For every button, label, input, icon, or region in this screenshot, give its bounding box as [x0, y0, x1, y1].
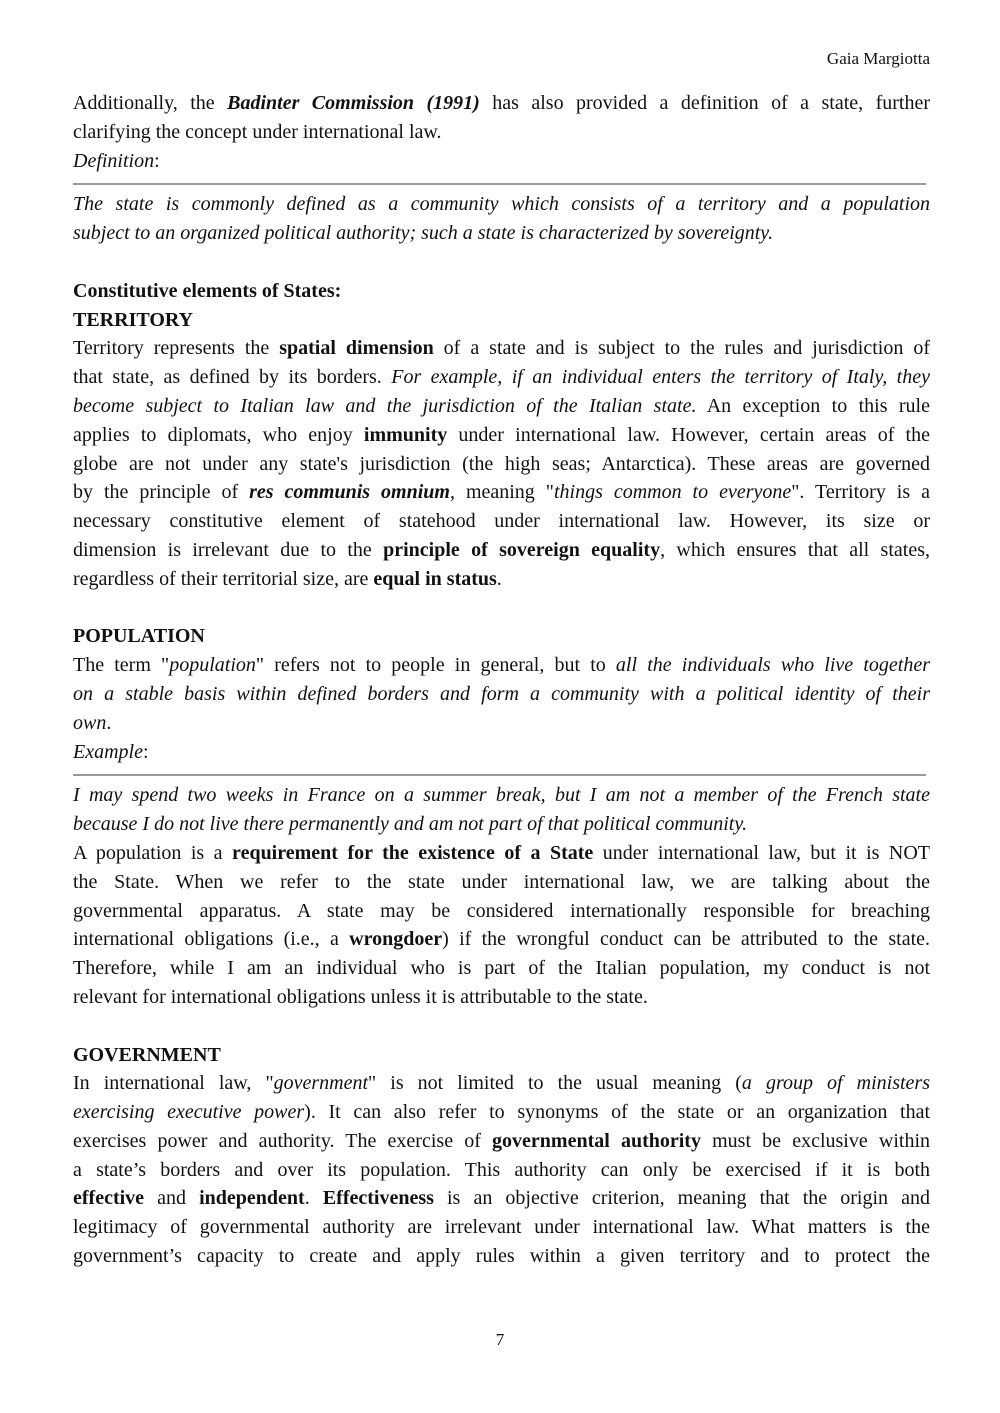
text-line [73, 925, 930, 954]
text: , which ensures that all states, [660, 538, 930, 561]
text: wrongdoer [349, 928, 443, 951]
text: Definition [73, 149, 155, 172]
example-label [73, 738, 930, 767]
intro-line-1 [73, 89, 930, 118]
definition-line-2: subject to an organized political authority; such a state is characterized by sovereignty. [73, 222, 774, 245]
example-line-2: because I do not live there permanently and am not part of that political community. [73, 813, 748, 836]
text: must be exclusive within [700, 1129, 930, 1152]
text: a group of ministers [741, 1072, 930, 1095]
constitutive-elements-heading: Constitutive elements of States: [73, 279, 342, 302]
text-line [73, 392, 930, 421]
text: . [496, 567, 502, 590]
example-line-1: I may spend two weeks in France on a summer break, but I am not a member of the French state [73, 784, 930, 807]
territory-heading: TERRITORY [73, 308, 194, 331]
text: regardless of their territorial size, are [73, 567, 374, 590]
text-line: a state’s borders and over its population. This authority can only be exercised if it is both [73, 1158, 930, 1181]
text-line: legitimacy of governmental authority are irrelevant under international law. What matters is the [73, 1216, 930, 1239]
text: international obligations (i.e., a [73, 928, 350, 951]
definition-quote [73, 190, 930, 248]
text: all the individuals who live together [615, 654, 930, 677]
text-line [73, 478, 930, 507]
text-line [73, 1127, 930, 1156]
text: res communis omnium [249, 481, 450, 504]
population-paragraph [73, 651, 930, 766]
text: In international law, " [73, 1072, 274, 1095]
government-paragraph [73, 1069, 930, 1271]
text-line [73, 1184, 930, 1213]
text: become subject to Italian law and the jurisdiction of the Italian state. [73, 394, 697, 417]
text-line: governmental apparatus. A state may be considered internationally responsible for breaching [73, 899, 930, 922]
text: exercising executive power [73, 1101, 305, 1124]
text: equal in status [373, 567, 497, 590]
text: exercises power and authority. The exercise of [73, 1129, 493, 1152]
intro-line-2: clarifying the concept under international law. [73, 120, 442, 143]
text: Example [73, 740, 143, 763]
text: government [273, 1072, 369, 1095]
population-paragraph-2 [73, 839, 930, 1012]
text: things common to everyone [553, 481, 792, 504]
text: , meaning " [449, 481, 554, 504]
text: A population is a [73, 841, 233, 864]
population-heading: POPULATION [73, 625, 205, 648]
text: applies to diplomats, who enjoy [73, 423, 364, 446]
text: under international law. However, certain areas of the [447, 423, 930, 446]
text: For example, if an individual enters the territory of Italy, they [391, 366, 930, 389]
text: independent [199, 1187, 305, 1210]
text: principle of sovereign equality [383, 538, 661, 561]
text-line [73, 536, 930, 565]
text: and [144, 1187, 200, 1210]
badinter-commission: Badinter Commission (1991) [227, 92, 480, 114]
text-line: the State. When we refer to the state under international law, we are talking about the [73, 870, 930, 893]
text: ) if the wrongful conduct can be attributed to the state. [442, 928, 931, 951]
text: ). It can also refer to synonyms of the state or an organization that [304, 1101, 930, 1124]
text: under international law, but it is NOT [593, 841, 930, 864]
territory-paragraph [73, 334, 930, 593]
text: " refers not to people in general, but to [255, 654, 616, 677]
text: The term " [73, 654, 170, 677]
text: of a state and is subject to the rules and jurisdiction of [433, 337, 930, 360]
text-line: Therefore, while I am an individual who is part of the Italian population, my conduct is not [73, 957, 930, 980]
text: Effectiveness [322, 1187, 434, 1210]
definition-line-1: The state is commonly defined as a community which consists of a territory and a population [73, 193, 930, 216]
text-line [73, 334, 930, 363]
text: spatial dimension [279, 337, 434, 360]
text: " is not limited to the usual meaning ( [368, 1072, 742, 1095]
text-line [73, 651, 930, 680]
text-line: relevant for international obligations unless it is attributable to the state. [73, 985, 648, 1008]
text-line [73, 421, 930, 450]
text-line [73, 565, 930, 594]
text: Additionally, the [73, 92, 228, 114]
text: that state, as defined by its borders. [73, 366, 392, 389]
page-body [73, 0, 930, 1271]
text-line: on a stable basis within defined borders and form a community with a political identity of their [73, 682, 930, 705]
government-heading: GOVERNMENT [73, 1043, 221, 1066]
text: Territory represents the [73, 337, 280, 360]
text: immunity [363, 423, 448, 446]
text: requirement for the existence of a State [232, 841, 594, 864]
text-line: government’s capacity to create and apply rules within a given territory and to protect the [73, 1245, 930, 1268]
text-line: necessary constitutive element of statehood under international law. However, its size or [73, 510, 930, 533]
page-number: 7 [495, 1330, 505, 1349]
text: . [304, 1187, 323, 1210]
text: . [106, 711, 112, 734]
text-line [73, 709, 930, 738]
text: own [73, 711, 107, 734]
definition-label [73, 147, 930, 176]
author-name: Gaia Margiotta [826, 49, 930, 68]
text: effective [73, 1187, 145, 1210]
text: : [142, 740, 149, 763]
text: : [154, 149, 160, 172]
text: is an objective criterion, meaning that the origin and [433, 1187, 930, 1210]
text-line [73, 363, 930, 392]
text-line [73, 839, 930, 868]
text-line: globe are not under any state's jurisdiction (the high seas; Antarctica). These areas are governed [73, 452, 930, 475]
text: ". Territory is a [791, 481, 930, 504]
text: governmental authority [492, 1129, 701, 1152]
text: dimension is irrelevant due to the [73, 538, 384, 561]
intro-paragraph [73, 89, 930, 175]
text-line [73, 1069, 930, 1098]
text-line [73, 1098, 930, 1127]
text: population [169, 654, 256, 677]
text: An exception to this rule [696, 394, 930, 417]
text: by the principle of [73, 481, 250, 504]
text: has also provided a definition of a state, further [479, 92, 931, 114]
example-quote [73, 781, 930, 839]
